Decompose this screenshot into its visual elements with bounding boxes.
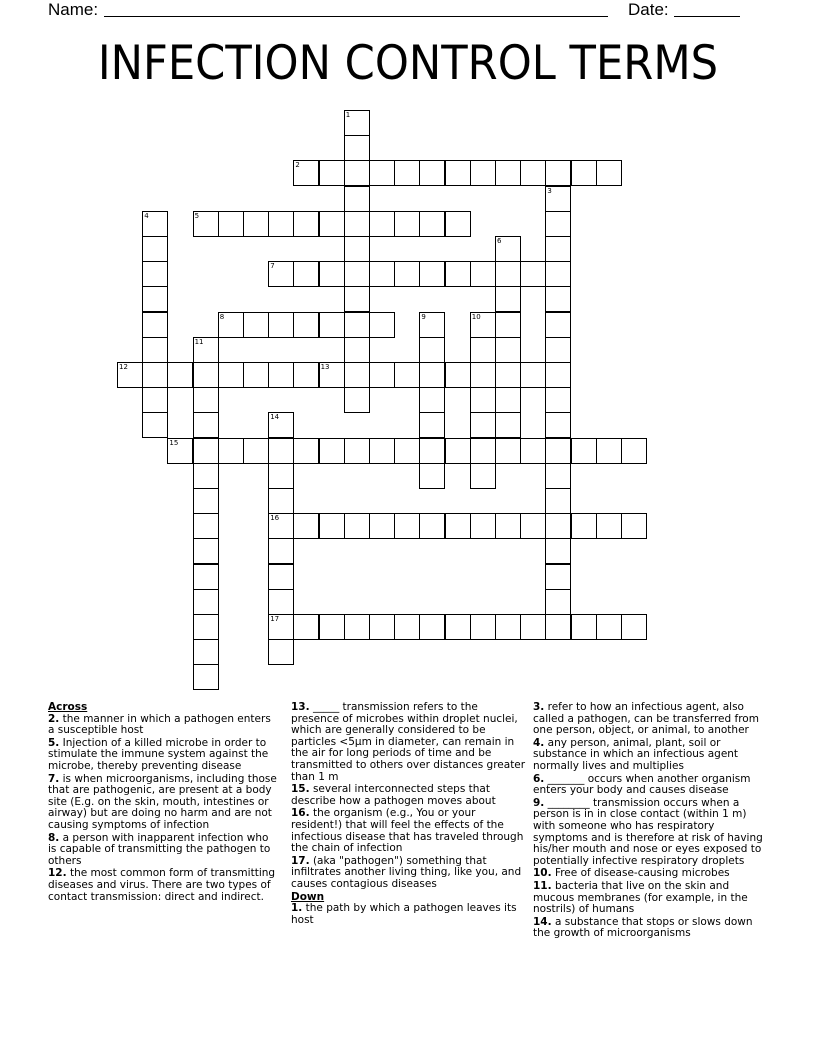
grid-cell[interactable] [344, 614, 370, 640]
grid-cell[interactable] [520, 261, 546, 287]
grid-cell[interactable] [268, 463, 294, 489]
grid-cell[interactable] [470, 463, 496, 489]
grid-cell[interactable] [596, 160, 622, 186]
grid-cell[interactable] [419, 387, 445, 413]
grid-cell[interactable] [419, 362, 445, 388]
grid-cell[interactable] [319, 438, 345, 464]
grid-cell[interactable] [369, 362, 395, 388]
grid-cell[interactable] [344, 211, 370, 237]
grid-cell[interactable] [243, 312, 269, 338]
grid-cell[interactable] [167, 362, 193, 388]
clue-number: 6 [497, 237, 502, 245]
grid-cell[interactable] [193, 488, 219, 514]
clue-number: 3 [547, 186, 552, 195]
grid-cell[interactable] [369, 160, 395, 186]
clue-item [533, 881, 769, 916]
grid-cell[interactable] [344, 110, 370, 136]
grid-cell[interactable] [495, 236, 521, 262]
clue-item-text: the path by which a pathogen leaves its host [291, 902, 517, 926]
grid-cell[interactable] [319, 211, 345, 237]
grid-cell[interactable] [142, 387, 168, 413]
clue-number: 14 [270, 413, 280, 422]
name-label: Name: [48, 0, 99, 19]
grid-cell[interactable] [419, 337, 445, 363]
grid-cell[interactable] [142, 337, 168, 363]
grid-cell[interactable] [142, 261, 168, 287]
grid-cell[interactable] [596, 614, 622, 640]
grid-cell[interactable] [344, 236, 370, 262]
clue-item-text: a substance that stops or slows down the growth of microorganisms [533, 915, 753, 940]
grid-cell[interactable] [268, 261, 294, 287]
grid-cell[interactable] [545, 463, 571, 489]
grid-cell[interactable] [470, 261, 496, 287]
grid-cell[interactable] [545, 312, 571, 338]
grid-cell[interactable] [419, 463, 445, 489]
grid-cell[interactable] [419, 261, 445, 287]
clue-item [48, 774, 280, 832]
grid-cell[interactable] [495, 412, 521, 438]
clue-number: 1 [345, 111, 351, 119]
grid-cell[interactable] [167, 438, 193, 464]
clue-number: 5 [194, 211, 200, 220]
clue-number: 8 [219, 312, 225, 321]
grid-cell[interactable] [495, 261, 521, 287]
grid-cell[interactable] [319, 261, 345, 287]
clue-item-number: 15. [291, 783, 310, 796]
grid-cell[interactable] [571, 160, 597, 186]
grid-cell[interactable] [142, 362, 168, 388]
grid-cell[interactable] [621, 513, 647, 539]
grid-cell[interactable] [268, 438, 294, 464]
clues-column-3 [533, 702, 769, 941]
clue-number: 7 [270, 262, 275, 271]
grid-cell[interactable] [470, 387, 496, 413]
grid-cell[interactable] [268, 488, 294, 514]
grid-cell[interactable] [268, 412, 294, 438]
grid-cell[interactable] [470, 513, 496, 539]
grid-cell[interactable] [344, 186, 370, 212]
grid-cell[interactable] [142, 312, 168, 338]
grid-cell[interactable] [495, 387, 521, 413]
grid-cell[interactable] [545, 261, 571, 287]
grid-cell[interactable] [495, 160, 521, 186]
grid-cell[interactable] [419, 438, 445, 464]
grid-cell[interactable] [344, 387, 370, 413]
grid-cell[interactable] [193, 538, 219, 564]
grid-cell[interactable] [596, 438, 622, 464]
clue-number: 4 [144, 211, 149, 220]
grid-cell[interactable] [142, 286, 168, 312]
grid-cell[interactable] [571, 614, 597, 640]
grid-cell[interactable] [545, 589, 571, 615]
grid-cell[interactable] [545, 438, 571, 464]
clue-number: 13 [320, 363, 330, 371]
grid-cell[interactable] [520, 438, 546, 464]
grid-cell[interactable] [545, 236, 571, 262]
grid-cell[interactable] [369, 261, 395, 287]
grid-cell[interactable] [193, 589, 219, 615]
clues-column-1 [48, 702, 280, 904]
grid-cell[interactable] [293, 261, 319, 287]
clue-item-text: the most common form of transmitting diseases and virus. There are two types of contact transmission: direct and indirect. [48, 867, 276, 903]
grid-cell[interactable] [545, 387, 571, 413]
clue-item-number: 16. [291, 807, 310, 820]
clue-item-text: the manner in which a pathogen enters a susceptible host [48, 712, 271, 737]
grid-cell[interactable] [319, 614, 345, 640]
date-label: Date: [628, 0, 669, 19]
clue-item-number: 7. [48, 772, 60, 785]
grid-cell[interactable] [293, 362, 319, 388]
grid-cell[interactable] [293, 614, 319, 640]
grid-cell[interactable] [344, 513, 370, 539]
clue-item [533, 774, 769, 797]
grid-cell[interactable] [193, 211, 219, 237]
grid-cell[interactable] [319, 362, 345, 388]
clue-number: 15 [169, 438, 179, 447]
clue-item-number: 4. [533, 736, 545, 749]
grid-cell[interactable] [218, 211, 244, 237]
across-heading: Across [48, 701, 88, 713]
clue-item-number: 8. [48, 831, 60, 844]
grid-cell[interactable] [545, 337, 571, 363]
grid-cell[interactable] [545, 211, 571, 237]
grid-cell[interactable] [268, 312, 294, 338]
grid-cell[interactable] [545, 564, 571, 590]
clue-item-text: several interconnected steps that describe how a pathogen moves about [291, 783, 496, 807]
clue-item-number: 1. [291, 902, 303, 915]
grid-cell[interactable] [394, 362, 420, 388]
clue-item-number: 2. [48, 712, 60, 725]
grid-cell[interactable] [571, 513, 597, 539]
clue-item [48, 738, 280, 773]
grid-cell[interactable] [369, 312, 395, 338]
grid-cell[interactable] [419, 513, 445, 539]
grid-cell[interactable] [344, 337, 370, 363]
clue-item-text: Free of disease-causing microbes [551, 867, 730, 880]
grid-cell[interactable] [394, 211, 420, 237]
grid-cell[interactable] [419, 211, 445, 237]
clue-item [291, 856, 527, 891]
grid-cell[interactable] [495, 337, 521, 363]
grid-cell[interactable] [470, 160, 496, 186]
grid-cell[interactable] [495, 438, 521, 464]
page-title: INFECTION CONTROL TERMS [97, 36, 719, 91]
grid-cell[interactable] [621, 438, 647, 464]
clue-item [48, 833, 280, 868]
grid-cell[interactable] [344, 312, 370, 338]
grid-cell[interactable] [545, 286, 571, 312]
clue-item-text: bacteria that live on the skin and mucous membranes (for example, in the nostrils) of humans [533, 879, 748, 916]
clues-column-2 [291, 702, 527, 927]
grid-cell[interactable] [218, 312, 244, 338]
clue-item-number: 3. [533, 701, 545, 713]
clue-item-text: the organism (e.g., You or your resident!) that will feel the effects of the infectious disease that has traveled through the chain of infection [291, 807, 524, 855]
grid-cell[interactable] [545, 614, 571, 640]
clue-number: 12 [119, 363, 128, 371]
grid-cell[interactable] [293, 438, 319, 464]
grid-cell[interactable] [319, 312, 345, 338]
clue-item-number: 9. [533, 796, 545, 809]
clue-item-number: 17. [291, 854, 310, 867]
grid-cell[interactable] [268, 538, 294, 564]
clue-item-number: 10. [533, 867, 552, 880]
grid-cell[interactable] [193, 463, 219, 489]
grid-cell[interactable] [520, 614, 546, 640]
grid-cell[interactable] [293, 513, 319, 539]
grid-cell[interactable] [344, 160, 370, 186]
grid-cell[interactable] [142, 412, 168, 438]
grid-cell[interactable] [470, 337, 496, 363]
grid-cell[interactable] [293, 160, 319, 186]
grid-cell[interactable] [545, 362, 571, 388]
grid-cell[interactable] [394, 261, 420, 287]
clue-item [533, 798, 769, 868]
clue-item-text: Injection of a killed microbe in order to stimulate the immune system against the microbe, thereby preventing disease [48, 736, 269, 772]
grid-cell[interactable] [142, 236, 168, 262]
grid-cell[interactable] [243, 438, 269, 464]
grid-cell[interactable] [445, 362, 471, 388]
grid-cell[interactable] [520, 160, 546, 186]
grid-cell[interactable] [394, 160, 420, 186]
grid-cell[interactable] [419, 312, 445, 338]
grid-cell[interactable] [193, 513, 219, 539]
grid-cell[interactable] [344, 261, 370, 287]
grid-cell[interactable] [193, 387, 219, 413]
clue-number: 2 [295, 161, 300, 170]
clue-item [291, 784, 527, 807]
grid-cell[interactable] [445, 261, 471, 287]
clue-item [48, 868, 280, 903]
grid-cell[interactable] [545, 513, 571, 539]
clue-item [533, 917, 769, 940]
clue-number: 11 [194, 337, 204, 346]
clue-number: 10 [471, 312, 481, 321]
grid-cell[interactable] [218, 438, 244, 464]
grid-cell[interactable] [243, 211, 269, 237]
grid-cell[interactable] [193, 412, 219, 438]
clue-item [533, 738, 769, 773]
clue-item [533, 868, 769, 880]
grid-cell[interactable] [268, 589, 294, 615]
grid-cell[interactable] [293, 312, 319, 338]
grid-cell[interactable] [268, 614, 294, 640]
grid-cell[interactable] [470, 362, 496, 388]
grid-cell[interactable] [495, 614, 521, 640]
clue-item [291, 903, 527, 926]
grid-cell[interactable] [520, 513, 546, 539]
grid-cell[interactable] [268, 362, 294, 388]
grid-cell[interactable] [394, 513, 420, 539]
grid-cell[interactable] [419, 614, 445, 640]
clue-item-text: _____ transmission refers to the presence of microbes within droplet nuclei, which are generally considered to be particles <5μm in diameter, can remain in the air for long periods of time and be transmitted to others over distances greater than 1 m [291, 701, 526, 783]
grid-cell[interactable] [344, 438, 370, 464]
grid-cell[interactable] [445, 160, 471, 186]
clue-item-number: 11. [533, 879, 552, 892]
grid-cell[interactable] [193, 362, 219, 388]
down-heading: Down [291, 890, 325, 903]
grid-cell[interactable] [243, 362, 269, 388]
grid-cell[interactable] [193, 564, 219, 590]
clue-item-text: any person, animal, plant, soil or substance in which an infectious agent normally lives and multiplies [533, 736, 739, 772]
grid-cell[interactable] [445, 513, 471, 539]
clue-number: 16 [270, 514, 280, 523]
grid-cell[interactable] [495, 513, 521, 539]
clue-number: 9 [421, 312, 426, 321]
clue-item-text: _______ occurs when another organism enters your body and causes disease [533, 772, 751, 797]
grid-cell[interactable] [445, 614, 471, 640]
grid-cell[interactable] [419, 160, 445, 186]
grid-cell[interactable] [520, 362, 546, 388]
grid-cell[interactable] [545, 538, 571, 564]
clue-item-text: ________ transmission occurs when a person is in in close contact (within 1 m) with someone who has respiratory symptoms and is therefore at risk of having his/her mouth and nose or eyes exposed to potentially infective respiratory droplets [533, 796, 763, 867]
grid-cell[interactable] [344, 286, 370, 312]
clue-number: 17 [270, 615, 280, 623]
grid-cell[interactable] [369, 614, 395, 640]
clue-item [291, 808, 527, 854]
grid-cell[interactable] [495, 362, 521, 388]
grid-cell[interactable] [193, 337, 219, 363]
clue-item-text: a person with inapparent infection who is capable of transmitting the pathogen to others [48, 831, 271, 867]
grid-cell[interactable] [369, 513, 395, 539]
grid-cell[interactable] [293, 211, 319, 237]
grid-cell[interactable] [117, 362, 143, 388]
grid-cell[interactable] [268, 564, 294, 590]
grid-cell[interactable] [394, 614, 420, 640]
grid-cell[interactable] [445, 438, 471, 464]
clue-item-number: 14. [533, 915, 552, 928]
grid-cell[interactable] [545, 186, 571, 212]
grid-cell[interactable] [193, 664, 219, 690]
clue-item [533, 702, 769, 737]
grid-cell[interactable] [268, 211, 294, 237]
grid-cell[interactable] [545, 412, 571, 438]
clue-item-number: 13. [291, 701, 310, 713]
grid-cell[interactable] [419, 412, 445, 438]
clue-item-number: 6. [533, 772, 545, 785]
grid-cell[interactable] [470, 412, 496, 438]
grid-cell[interactable] [193, 614, 219, 640]
grid-cell[interactable] [268, 513, 294, 539]
grid-cell[interactable] [470, 614, 496, 640]
clue-item-number: 5. [48, 736, 60, 749]
clue-item-text: (aka "pathogen") something that infiltrates another living thing, like you, and causes contagious diseases [291, 854, 522, 890]
grid-cell[interactable] [495, 286, 521, 312]
clue-item-number: 12. [48, 867, 67, 880]
clue-item [48, 714, 280, 737]
grid-cell[interactable] [596, 513, 622, 539]
grid-cell[interactable] [193, 438, 219, 464]
grid-cell[interactable] [495, 312, 521, 338]
grid-cell[interactable] [344, 135, 370, 161]
grid-cell[interactable] [621, 614, 647, 640]
grid-cell[interactable] [142, 211, 168, 237]
grid-cell[interactable] [545, 488, 571, 514]
grid-cell[interactable] [470, 438, 496, 464]
grid-cell[interactable] [218, 362, 244, 388]
clue-item-text: refer to how an infectious agent, also called a pathogen, can be transferred from one person, object, or animal, to another [533, 701, 759, 737]
clue-item-text: is when microorganisms, including those that are pathogenic, are present at a body site (E.g. on the skin, mouth, intestines or airway) but are doing no harm and are not causing symptoms of infection [48, 772, 277, 831]
grid-cell[interactable] [344, 362, 370, 388]
grid-cell[interactable] [193, 639, 219, 665]
grid-cell[interactable] [319, 160, 345, 186]
grid-cell[interactable] [445, 211, 471, 237]
grid-cell[interactable] [369, 211, 395, 237]
grid-cell[interactable] [394, 438, 420, 464]
grid-cell[interactable] [268, 639, 294, 665]
grid-cell[interactable] [470, 312, 496, 338]
grid-cell[interactable] [545, 160, 571, 186]
clue-item [291, 702, 527, 783]
grid-cell[interactable] [369, 438, 395, 464]
grid-cell[interactable] [571, 438, 597, 464]
grid-cell[interactable] [319, 513, 345, 539]
